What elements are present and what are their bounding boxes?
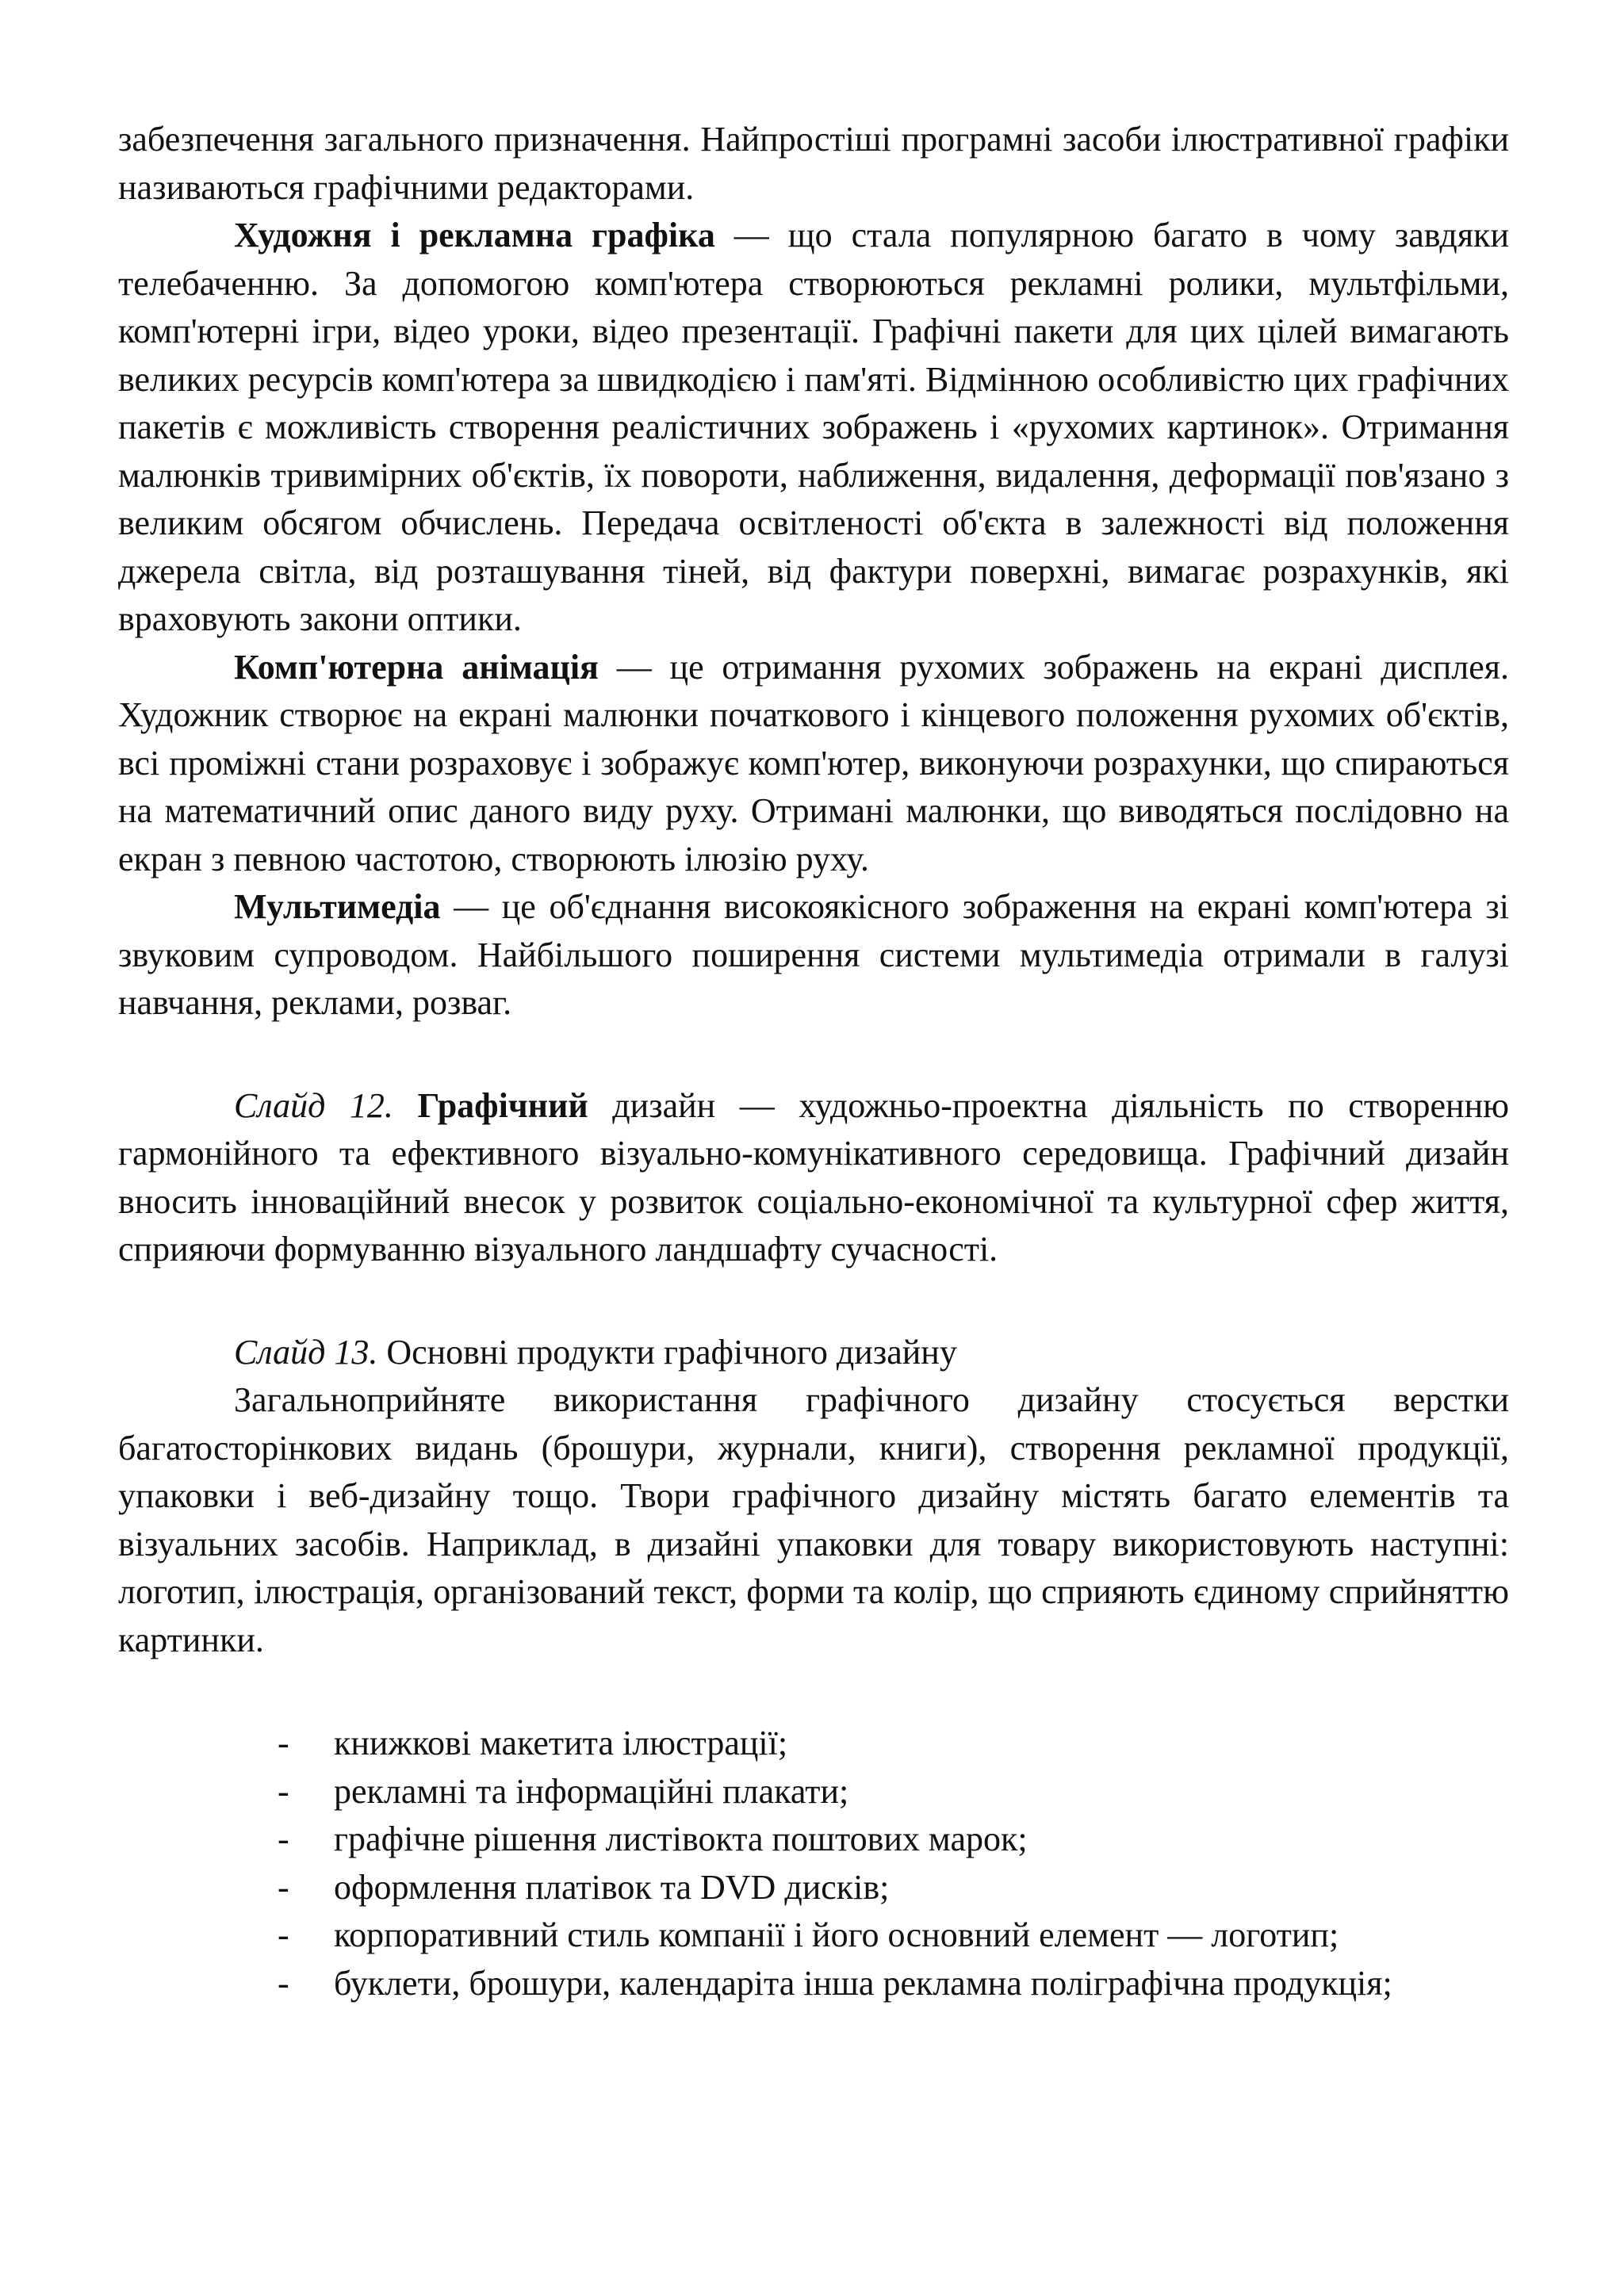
paragraph-text: — що стала популярною багато в чому завдяки телебаченню. За допомогою комп'ютера створюються рекламні ролики, мультфільми, комп'ютерні ігри, відео уроки, відео презентації. Графічні пакети для цих цілей вимагають великих ресурсів комп'ютера за швидкодією і пам'яті. Відмінною особливістю цих графічних пакетів є можливість створення реалістичних зображень і «рухомих картинок». Отримання малюнків тривимірних об'єктів, їх повороти, наближення, видалення, деформації пов'язано з великим обсягом обчислень. Передача освітленості об'єкта в залежності від положення джерела світла, від розташування тіней, від фактури поверхні, вимагає розрахунків, які враховують закони оптики. <box>118 216 1509 638</box>
list-item-text: оформлення платівок та DVD дисків; <box>334 1867 890 1907</box>
list-item <box>118 1960 1509 2008</box>
list-item <box>118 1864 1509 1912</box>
list-item-text: буклети, брошури, календаріта інша рекламна поліграфічна продукція; <box>334 1963 1392 2003</box>
spacer <box>118 1664 1509 1720</box>
list-item-text: корпоративний стиль компанії і його основний елемент — логотип; <box>334 1915 1339 1954</box>
list-item-text: рекламні та інформаційні плакати; <box>334 1771 849 1811</box>
paragraph-text: дизайн — художньо-проектна діяльність по створенню гармонійного та ефективного візуально-комунікативного середовища. Графічний дизайн вносить інноваційний внесок у розвиток соціально-економічної та культурної сфер життя, сприяючи формуванню візуального ландшафту сучасності. <box>118 1085 1510 1269</box>
list-dash: - <box>278 1724 289 1762</box>
list-dash: - <box>278 1963 289 2003</box>
paragraph-text: Загальноприйняте використання графічного дизайну стосується верстки багатосторінкових видань (брошури, журнали, книги), створення рекламної продукції, упаковки і веб-дизайну тощо. Твори графічного дизайну містять багато елементів та візуальних засобів. Наприклад, в дизайні упаковки для товару використовують наступні: логотип, ілюстрація, організований текст, форми та колір, що сприяють єдиному сприйняттю картинки. <box>118 1380 1509 1659</box>
list-dash: - <box>278 1771 289 1811</box>
paragraph-computer-animation <box>118 644 1509 884</box>
list-item-text: графічне рішення листівокта поштових марок; <box>334 1820 1028 1858</box>
list-dash: - <box>278 1915 289 1954</box>
list-item <box>118 1720 1509 1768</box>
list-dash: - <box>278 1867 289 1907</box>
list-dash: - <box>278 1820 289 1858</box>
term-bold: Художня і рекламна графіка <box>234 216 715 254</box>
paragraph-text: — це отримання рухомих зображень на екрані дисплея. Художник створює на екрані малюнки початкового і кінцевого положення рухомих об'єктів, всі проміжні стани розраховує і зображує комп'ютер, виконуючи розрахунки, що спираються на математичний опис даного виду руху. Отримані малюнки, що виводяться послідовно на екран з певною частотою, створюють ілюзію руху. <box>118 647 1510 878</box>
paragraph-multimedia <box>118 883 1509 1027</box>
spacer <box>118 1274 1509 1329</box>
term-bold: Мультимедіа <box>234 887 441 926</box>
products-list <box>118 1720 1509 2007</box>
paragraph-slide-12 <box>118 1082 1509 1274</box>
term-bold: Графічний <box>417 1085 588 1125</box>
paragraph-graphics-editors <box>118 116 1509 212</box>
slide-label: Слайд 12. <box>234 1085 393 1125</box>
list-item <box>118 1816 1509 1864</box>
spacer <box>118 1027 1509 1082</box>
document-page <box>118 116 1509 2007</box>
paragraph-graphic-design-usage <box>118 1376 1509 1664</box>
list-item <box>118 1768 1509 1816</box>
paragraph-art-advertising-graphics <box>118 212 1509 644</box>
slide-label: Слайд 13. <box>234 1332 378 1372</box>
list-item <box>118 1911 1509 1960</box>
list-item-text: книжкові макетита ілюстрації; <box>334 1724 788 1762</box>
paragraph-slide-13-heading <box>118 1329 1509 1377</box>
paragraph-text: — це об'єднання високоякісного зображення на екрані комп'ютера зі звуковим супроводом. Найбільшого поширення системи мультимедіа отримали в галузі навчання, реклами, розваг. <box>118 887 1509 1022</box>
term-bold: Комп'ютерна анімація <box>234 647 599 687</box>
paragraph-text: Основні продукти графічного дизайну <box>377 1332 957 1372</box>
paragraph-text: забезпечення загального призначення. Найпростіші програмні засоби ілюстративної графіки називаються графічними редакторами. <box>118 120 1509 207</box>
